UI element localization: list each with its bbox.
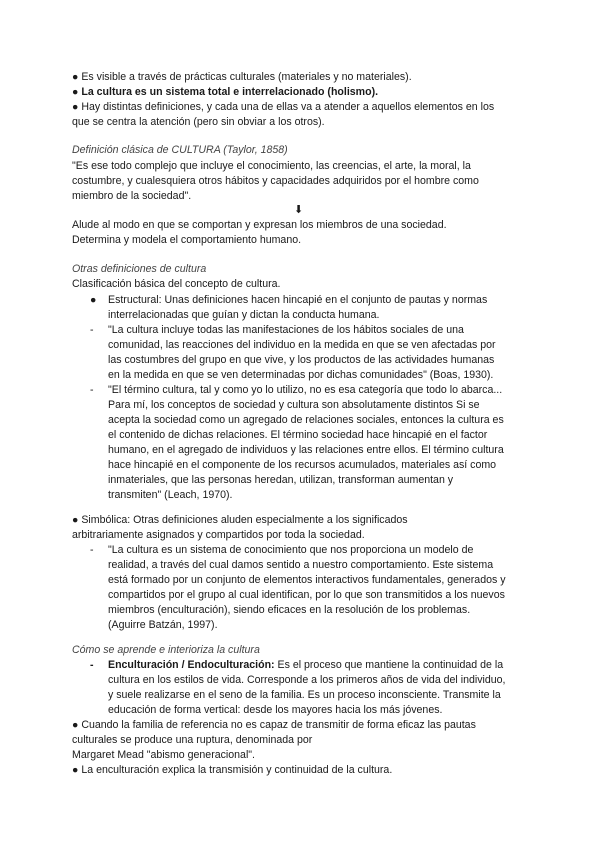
down-arrow-icon: ⬇ [294,204,304,216]
leach-quote-line-7: inmateriales, que las personas heredan, utilizan, transforman aumentan y [108,474,454,486]
aguirre-quote-line-6: (Aguirre Batzán, 1997). [108,619,218,631]
clasificacion-text: Clasificación básica del concepto de cultura. [72,278,281,290]
classic-heading: Definición clásica de CULTURA (Taylor, 1858) [72,144,288,156]
classic-quote-line-1: "Es ese todo complejo que incluye el conocimiento, las creencias, el arte, la moral, la [72,160,471,172]
bullet-icon: ● [90,294,97,306]
alude-line-2: Determina y modela el comportamiento humano. [72,234,302,246]
alude-line-1: Alude al modo en que se comportan y expresan los miembros de una sociedad. [72,219,447,231]
estructural-line-1: Estructural: Unas definiciones hacen hincapié en el conjunto de pautas y normas [108,294,488,306]
boas-quote-line-2: comunidad, las reacciones del individuo en la medida en que se ven afectadas por [108,339,496,351]
classic-quote-line-3: miembro de la sociedad". [72,190,192,202]
aguirre-quote-line-3: está formado por un conjunto de elementos interactivos fundamentales, generados y [108,574,506,586]
enculturacion-term: Enculturación / Endoculturación: [108,659,275,671]
enculturacion-text: Es el proceso que mantiene la continuidad de la [274,659,504,671]
others-heading: Otras definiciones de cultura [72,263,207,275]
leach-quote-line-6: hace hincapié en el componente de los recursos acumulados, materiales así como [108,459,497,471]
enculturacion-line-4: educación de forma vertical: desde los mayores hacia los más jóvenes. [108,704,443,716]
estructural-line-2: interrelacionadas que guían y dictan la conducta humana. [108,309,380,321]
aguirre-quote-line-5: miembros (enculturación), siendo eficaces en la resolución de los problemas. [108,604,471,616]
intro-bullet-3-line-2: que se centra la atención (pero sin obviar a los otros). [72,116,325,128]
leach-quote-line-8: transmiten" (Leach, 1970). [108,489,233,501]
intro-bullet-1: ● Es visible a través de prácticas culturales (materiales y no materiales). [72,71,412,83]
classic-quote-line-2: costumbre, y cualesquiera otros hábitos y capacidades adquiridos por el hombre como [72,175,479,187]
enculturacion-line-3: y suele realizarse en el seno de la familia. Es un proceso inconsciente. Transmite la [108,689,501,701]
familia-line-2: culturales se produce una ruptura, denominada por [72,734,313,746]
intro-bullet-2: ● La cultura es un sistema total e interrelacionado (holismo). [72,86,379,98]
leach-quote-line-5: humano, en el agregado de individuos y las relaciones entre ellos. El término cultura [108,444,504,456]
simbolica-line-1: ● Simbólica: Otras definiciones aluden especialmente a los significados [72,514,408,526]
aguirre-quote-line-4: compartidos por el grupo al cual identifican, por lo que son transmitidos a los nuevos [108,589,505,601]
simbolica-line-2: arbitrariamente asignados y compartidos por toda la sociedad. [72,529,365,541]
aguirre-quote-line-1: "La cultura es un sistema de conocimiento que nos proporciona un modelo de [108,544,474,556]
dash-icon: - [90,544,94,556]
dash-icon: - [90,324,94,336]
dash-icon: - [90,384,94,396]
boas-quote-line-4: en la medida en que se ven determinadas por dichas comunidades" (Boas, 1930). [108,369,494,381]
leach-quote-line-4: el contenido de dichas relaciones. El término sociedad hace hincapié en el factor [108,429,488,441]
leach-quote-line-3: acepta la sociedad como un agregado de relaciones sociales, entonces la cultura es [108,414,504,426]
boas-quote-line-3: las costumbres del grupo en que vive, y los productos de las actividades humanas [108,354,495,366]
intro-bullet-3-line-1: ● Hay distintas definiciones, y cada una de ellas va a atender a aquellos elementos en los [72,101,495,113]
leach-quote-line-1: "El término cultura, tal y como yo lo utilizo, no es esa categoría que todo lo abarca... [108,384,503,396]
familia-line-3: Margaret Mead "abismo generacional". [72,749,256,761]
familia-line-1: ● Cuando la familia de referencia no es capaz de transmitir de forma eficaz las pautas [72,719,476,731]
aguirre-quote-line-2: realidad, a través del cual damos sentido a nuestro comportamiento. Este sistema [108,559,494,571]
last-bullet: ● La enculturación explica la transmisión y continuidad de la cultura. [72,764,393,776]
enculturacion-line-2: cultura en los estilos de vida. Corresponde a los primeros años de vida del individuo, [108,674,506,686]
enculturacion-line-1 [108,658,503,673]
leach-quote-line-2: Para mí, los conceptos de sociedad y cultura son absolutamente distintos Si se [108,399,480,411]
dash-icon: - [90,659,94,671]
learn-heading: Cómo se aprende e interioriza la cultura [72,644,260,656]
boas-quote-line-1: "La cultura incluye todas las manifestaciones de los hábitos sociales de una [108,324,464,336]
